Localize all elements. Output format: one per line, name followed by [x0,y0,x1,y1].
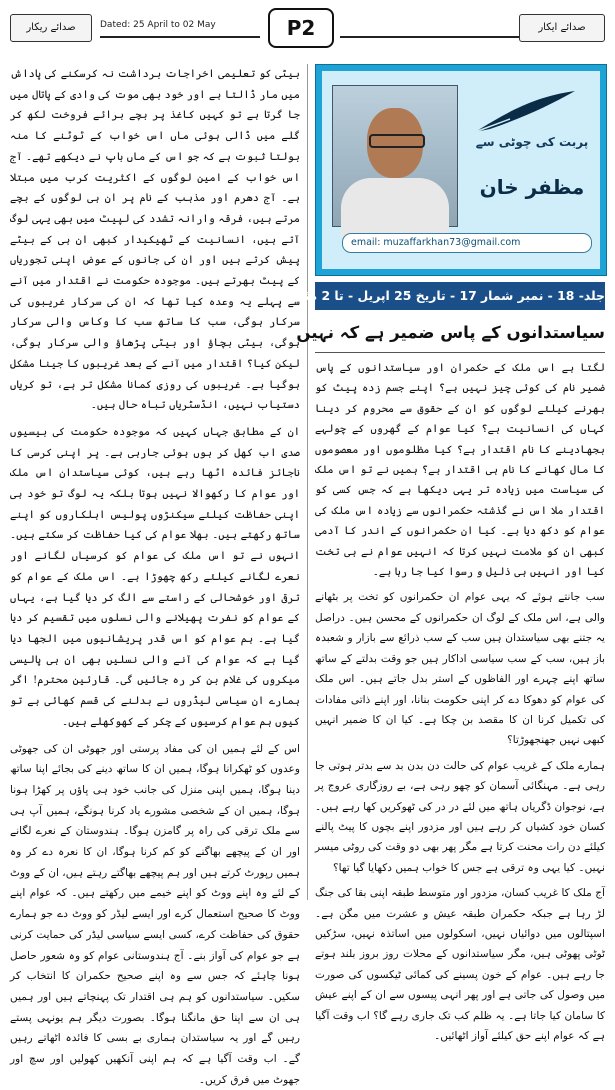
left-paragraph: اس کے لئے ہمیں ان کی مفاد پرستی اور جھوٹی ان کی جھوٹی وعدوں کو ٹھکرانا ہوگا، ہمیں ان کا ساتھ دینے کی بجائے اپنا ساتھ دینا ہوگا، ہمیں اپنی منزل کی جانب خود ہی پاؤں پر کھڑا ہونا ہوگا، ہمیں ان کے شخصی مشورے یاد کرنا ہونگے، ہمیں آپ ہی سے ملک ترقی کی راہ پر گامزن ہوگا۔ ہندوستان کے نعرے لگانے اور ان کے پیچھے بھاگنے کو کم کرنا ہوگا، ان کا نعرہ دے کر وہ ہمیں رپورٹ کرتے ہیں اور ہم پیچھے بھاگتے رہتے ہیں، ان کے ووٹ کے لئے وہ اپنے ووٹ کو اپنے خیمے میں رکھتے ہیں۔ کہ عوام اپنے ووٹ کا صحیح استعمال کرے اور ایسے لیڈر کو ووٹ دے جو ہمارے حقوق کی حفاظت کرے، کسی ایسے سیاسی لیڈر کی حمایت کرنی ہے جو عوام کی آواز بنے۔ آج ہندوستانی عوام کو وہ شعور حاصل ہونا چاہئے کہ جس سے وہ اپنے صحیح حکمران کا انتخاب کر سکیں۔ سیاستدانوں کو ہم ہی اقتدار تک پہنچاتے ہیں اور ہمیں ہی ان سے اپنا حق مانگنا ہوگا۔ بصورت دیگر ہم یونہی پستے رہیں گے اور یہ سیاستدان ہماری بے بسی کا فائدہ اٹھاتے رہیں گے۔ اب وقت آگیا ہے کہ ہم اپنی آنکھیں کھولیں اور سچ اور جھوٹ میں فرق کریں۔ [10,739,300,1090]
issue-strip: جلد- 18 - نمبر شمار 17 - تاریخ 25 اپریل - تا 2 مئی [315,282,605,310]
column-name: پربت کی چوٹی سے [472,135,592,149]
photo-shirt [341,178,449,238]
photo-glasses [369,134,425,148]
right-paragraph: لگتا ہے اس ملک کے حکمران اور سیاستدانوں کے پاس ضمیر نام کی کوئی چیز نہیں ہے؟ اپنے جسم زدہ پیٹ کو بھرنے کیلئے لوگوں کو ان کے حقوق سے محروم کر دینا کہاں کی انسانیت ہے؟ کیا عوام کے گھروں کے چولہے بجھادینے کا نام اقتدار ہے؟ کیا مظلوموں اور معصوموں کا مال کھانے کا نام ہی اقتدار ہے؟ ہمیں نے تو اس ملک کی سیاست میں زیادہ تر یہی دیکھا ہے کہ جس کسی کو اقتدار ملا اس نے گذشتہ حکمرانوں سے زیادہ اس ملک کی عوام کو دکھ دیا ہے۔ کیا ان حکمرانوں کے اندر کا آدمی کبھی ان کو ملامت نہیں کرتا کہ انہیں عوام نے ہی تخت کیا اور انہیں ہی ذلیل و رسوا کیا جا رہا ہے۔ [315,358,605,582]
author-name: مظفر خان [472,175,592,199]
page-number: P2 [268,8,334,48]
issue-dates: Dated: 25 April to 02 May [100,20,216,30]
column-divider [307,64,308,900]
quill-pen-icon [470,87,580,137]
right-paragraph: ہمارے ملک کے غریب عوام کی حالت دن بدن بد سے بدتر ہوتی جا رہی ہے۔ مہنگائی آسمان کو چھو رہی ہے، بے روزگاری عروج پر ہے، نوجوان ڈگریاں ہاتھ میں لئے در در کی ٹھوکریں کھا رہے ہیں۔ کسان خود کشیاں کر رہے ہیں اور مزدور اپنے بچوں کا پیٹ پالنے کیلئے دن رات محنت کرتا ہے مگر پھر بھی دو وقت کی روٹی میسر نہیں۔ کیا یہی وہ ترقی ہے جس کا خواب ہمیں دکھایا گیا تھا؟ [315,756,605,878]
header-rule-right [340,36,520,38]
article-headline: سیاستدانوں کے پاس ضمیر ہے کہ نہیں [315,316,605,350]
column-banner [315,64,607,276]
right-paragraph: آج ملک کا غریب کسان، مزدور اور متوسط طبقہ اپنی بقا کی جنگ لڑ رہا ہے جبکہ حکمران طبقہ عیش و عشرت میں مگن ہے۔ اسپتالوں میں دوائیاں نہیں، اسکولوں میں اساتذہ نہیں، سڑکیں ٹوٹی پھوٹی ہیں، مگر سیاستدانوں کے محلات روز بروز بلند ہوتے جا رہے ہیں۔ عوام کے خون پسینے کی کمائی ٹیکسوں کی صورت میں وصول کی جاتی ہے اور پھر انہی پیسوں سے ان کے اپنے عیش کا سامان کیا جاتا ہے۔ یہ ظلم کب تک جاری رہے گا؟ اب وقت آگیا ہے کہ عوام اپنے حق کیلئے آواز اٹھائیں۔ [315,883,605,1046]
right-paragraph: سب جانتے ہوئے کہ یہی عوام ان حکمرانوں کو تخت پر بٹھانے والی ہے، اس ملک کے لوگ ان حکمرانوں کے محسن ہیں۔ دراصل یہ جتنے بھی سیاستدان ہیں سب کے سب ذرائع سے بازار و شعبدہ باز ہیں، سب کے سب سیاسی اداکار ہیں جو وقت بدلتے کے ساتھ ساتھ اپنے چہرے اور الفاظوں کے استر بدل جاتے ہیں۔ اس ملک کی عوام کو دھوکا دے کر اپنی حکومت بنانا، اور اپنے ذاتی مفادات کی تکمیل کرنا ان کا مقصد بن چکا ہے۔ کیا ان کا ضمیر انہیں کبھی نہیں جھنجھوڑتا؟ [315,587,605,750]
left-paragraph: بیٹی کو تعلیمی اخراجات برداشت نہ کرسکنے کی پاداش میں مار ڈالتا ہے اور خود بھی موت کی وادی کے پاتال میں جا گرتا ہے تو کہیں کاغذ پر بچے برائے فروخت لکھ کر گلے میں ڈالی ہوئی ماں اس خواب کے ٹوٹنے کا منہ بولتا ثبوت ہے کہ جو اس کے ماں باپ نے دیکھے تھے۔ آج اس خواب کے امین لوگوں کے اکثریت کرب میں مبتلا ہے۔ آج دھرم اور مذہب کے نام پر ان ہی لوگوں کے بچے مرتے ہیں، فرقہ وارانہ تشدد کی لپیٹ میں بھی یہی لوگ آتے ہیں، انسانیت کے ٹھیکیدار کبھی ان ہی کے بیٹے پیش کرتے ہیں اور ان کی جانوں کے عوض اپنی تجوریاں کے پیٹ بھرتے ہیں۔ موجودہ حکومت نے اقتدار میں آنے سے پہلے یہ وعدہ کیا تھا کہ ان کی سرکار غریبوں کی سرکار ہوگی، سب کا ساتھ سب کا وکاس والی سرکار ہوگی، بیٹی بچاؤ اور بیٹی پڑھاؤ والی سرکار ہوگی، لیکن کیا؟ اقتدار میں آنے کے بعد غریبوں کا جینا مشکل ہوگیا ہے۔ غریبوں کی روزی کمانا مشکل تر ہے، تو کریاں دستیاب نہیں، انڈسٹریاں تباہ حال ہیں۔ [10,64,300,416]
article-right-column [315,358,605,900]
header-rule-left [100,36,260,38]
headline-rule [315,352,605,353]
masthead-left-label: صدائے ریکار [10,14,92,42]
author-email: email: muzaffarkhan73@gmail.com [342,233,592,253]
article-left-column [10,64,300,900]
page-header [10,6,605,52]
author-photo [332,85,458,227]
left-paragraph: ان کے مطابق جہاں کہیں کہ موجودہ حکومت کی بیسیوں صدی اب کھل کر ہوں ہوئی جارہی ہے۔ پر اپنی کرسی کا ناجائز فائدہ اٹھا رہے ہیں، کوئی سیاستدان اس ملک اور عوام کا رکھوالا نہیں ہوتا بلکہ یہ لوگ تو خود ہی اپنی حفاظت کیلئے سیکنڑوں پولیس اہلکاروں کو اپنے ساتھ رکھتے ہیں۔ بھلا عوام کی کیا حفاظت کر سکتے ہیں۔ انہوں نے تو اس ملک کی عوام کو کرسیاں لگانے اور نعرے لگانے کیلئے رکھ چھوڑا ہے۔ اس ملک کے عوام کو ترقی اور خوشحالی کے راستے سے الگ کر دیا گیا ہے، یہاں کے عوام کو نفرت پھیلانے والی نسلوں میں تقسیم کر دیا گیا ہے۔ ہم عوام کو اس قدر پریشانیوں میں الجھا دیا گیا ہے کہ عوام کی آنے والی نسلیں بھی ان ہی پالیسی میکروں کی غلام بن کر رہ جائیں گی۔ قارئین محترم! اگر ہمارے ان سیاسی لیڈروں نے بدلنے کی قسم کھائی ہے تو کیوں ہم عوام کرسیوں کے چکر کے کھوکھلے ہیں۔ [10,422,300,733]
banner-card [322,71,600,269]
masthead-right-label: صدائے ایکار [519,14,605,42]
